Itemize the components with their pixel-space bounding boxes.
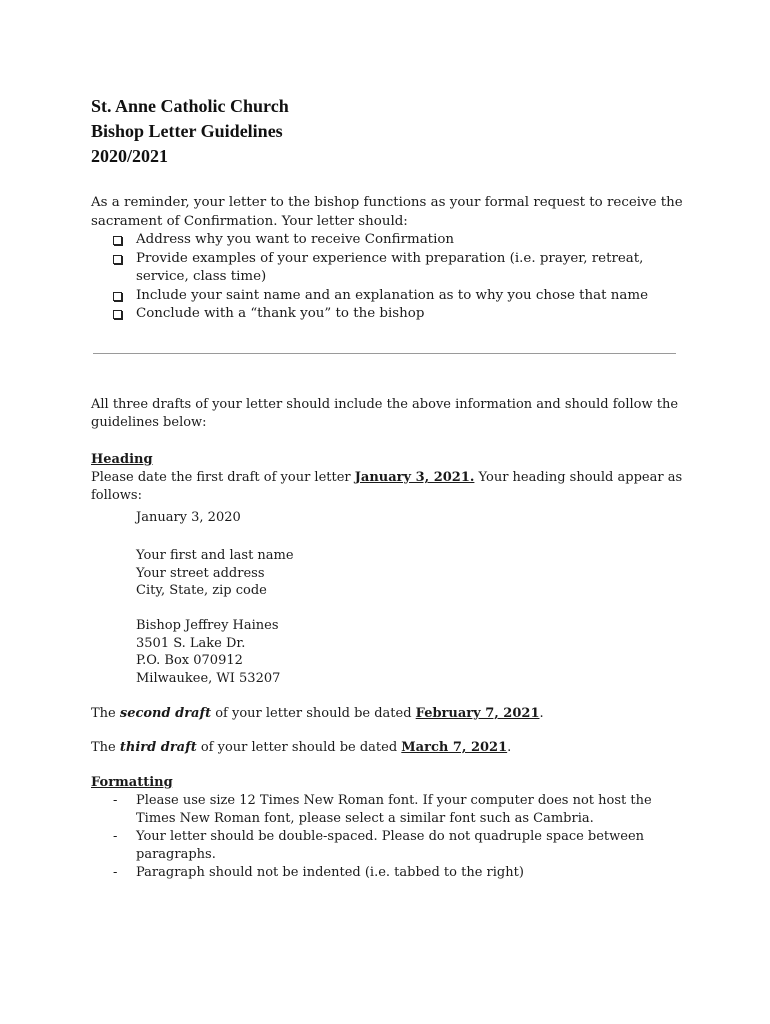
checklist-item: Include your saint name and an explanation as to why you chose that name xyxy=(91,287,691,306)
church-name: St. Anne Catholic Church xyxy=(91,96,289,116)
formatting-section xyxy=(91,774,691,882)
sender-address-block: Your first and last name Your street address City, State, zip code xyxy=(136,548,294,598)
checklist-item: Address why you want to receive Confirmation xyxy=(91,231,691,250)
third-draft-line: The third draft of your letter should be dated March 7, 2021. xyxy=(91,740,512,755)
formatting-item: - Please use size 12 Times New Roman font. If your computer does not host the Times New Roman font, please select a similar font such as Cambria. xyxy=(91,792,691,828)
third-draft-date: March 7, 2021 xyxy=(401,740,508,755)
document-year: 2020/2021 xyxy=(91,146,169,166)
horizontal-divider xyxy=(93,353,676,354)
document-title: Bishop Letter Guidelines xyxy=(91,121,283,141)
formatting-section-title: Formatting xyxy=(91,775,173,790)
sample-date-line: January 3, 2020 xyxy=(136,510,241,525)
recipient-address-block: Bishop Jeffrey Haines 3501 S. Lake Dr. P.O. Box 070912 Milwaukee, WI 53207 xyxy=(136,618,281,686)
requirements-checklist xyxy=(91,231,691,324)
first-draft-date: January 3, 2021. xyxy=(354,470,475,485)
checkbox-icon xyxy=(113,236,122,245)
checkbox-icon xyxy=(113,255,122,264)
formatting-item: - Your letter should be double-spaced. Please do not quadruple space between paragraphs. xyxy=(91,828,691,864)
second-draft-date: February 7, 2021 xyxy=(415,706,540,721)
intro-section xyxy=(91,194,691,324)
intro-paragraph: As a reminder, your letter to the bishop functions as your formal request to receive the sacrament of Confirmation. Your letter should: xyxy=(91,195,683,229)
heading-section-title: Heading xyxy=(91,452,153,467)
formatting-item: - Paragraph should not be indented (i.e. tabbed to the right) xyxy=(91,864,691,882)
checkbox-icon xyxy=(113,292,122,301)
document-title-block xyxy=(91,94,289,169)
heading-instructions: Please date the first draft of your letter January 3, 2021. Your heading should appear as follows: xyxy=(91,470,683,503)
checklist-item: Provide examples of your experience with preparation (i.e. prayer, retreat, service, class time) xyxy=(91,250,691,287)
checkbox-icon xyxy=(113,310,122,319)
formatting-list xyxy=(91,792,691,882)
second-draft-line: The second draft of your letter should be dated February 7, 2021. xyxy=(91,706,544,721)
drafts-intro-paragraph: All three drafts of your letter should include the above information and should follow the guidelines below: xyxy=(91,397,679,430)
heading-section xyxy=(91,451,691,505)
checklist-item: Conclude with a “thank you” to the bishop xyxy=(91,305,691,324)
